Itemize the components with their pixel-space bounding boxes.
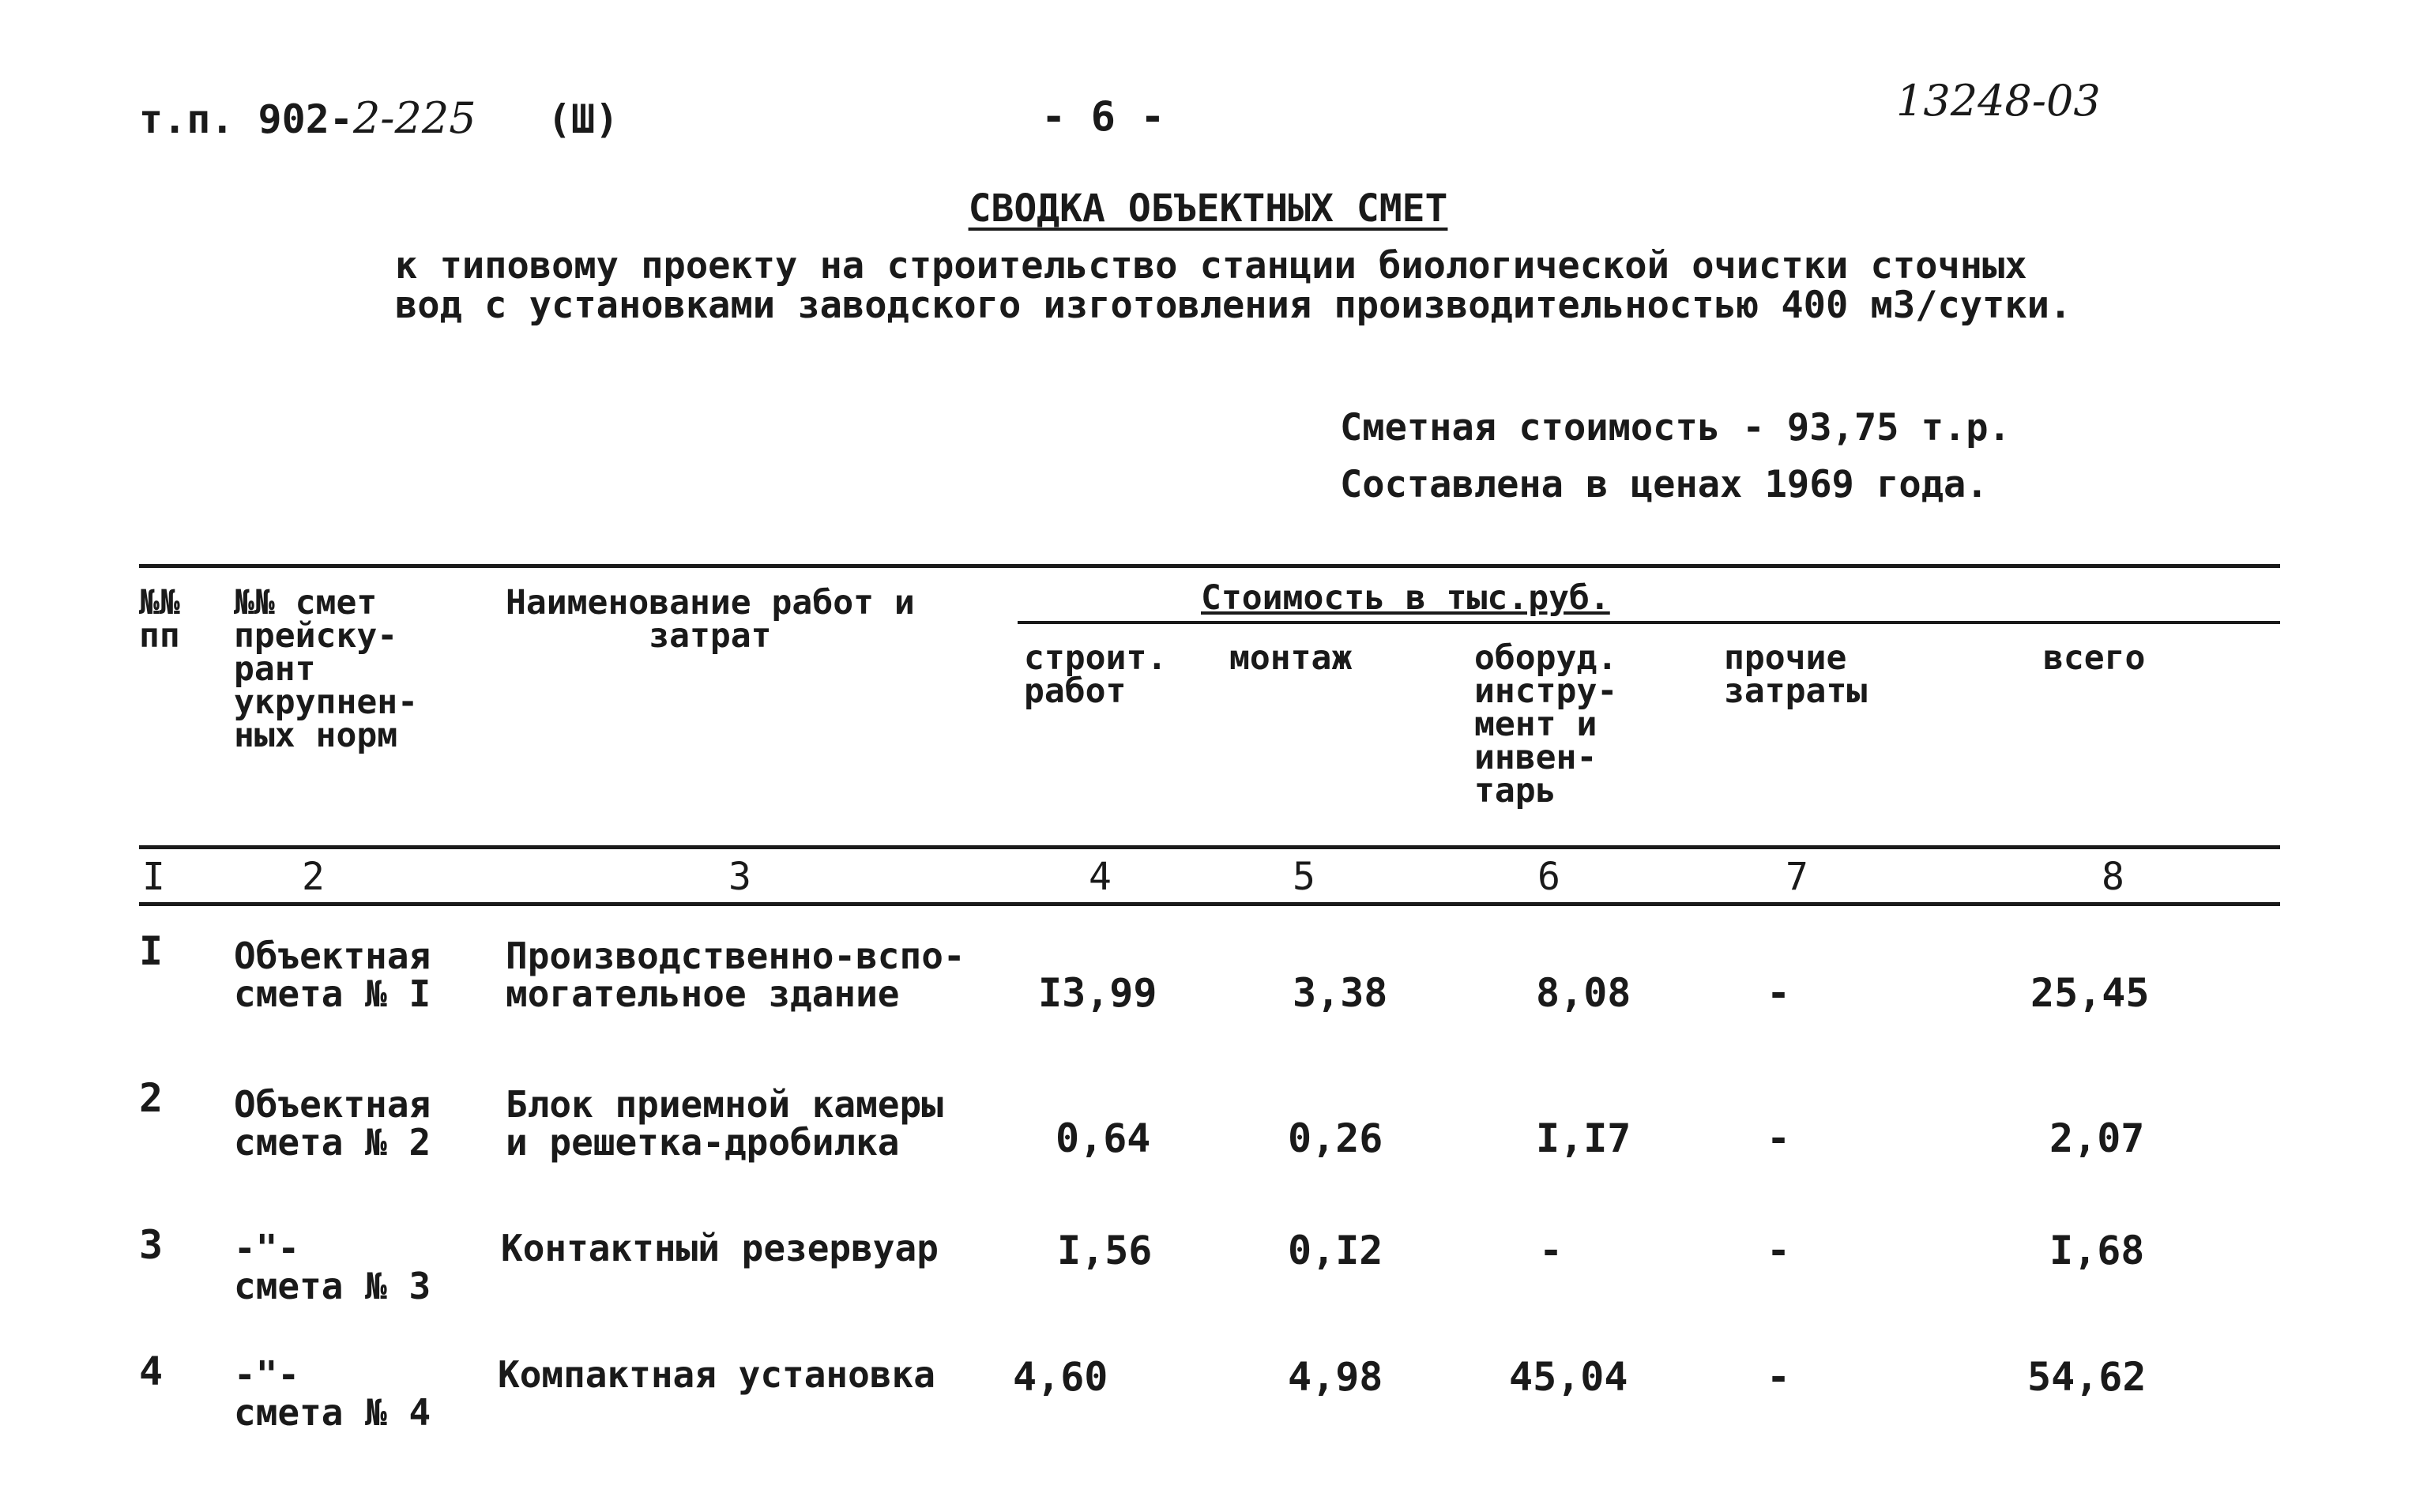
- page-title: СВОДКА ОБЪЕКТНЫХ СМЕТ: [968, 186, 1448, 231]
- header-cost-group: Стоимость в тыс.руб.: [1201, 578, 1610, 618]
- total-cost: 54,62: [2027, 1354, 2147, 1400]
- other-costs: -: [1767, 1228, 1791, 1273]
- cost-group-rule: [1018, 621, 2280, 624]
- header-estimate-number: №№ смет прейску- рант укрупнен- ных норм: [234, 583, 418, 755]
- table-top-rule: [139, 564, 2280, 568]
- work-name: Блок приемной камеры и решетка-дробилка: [506, 1083, 943, 1164]
- header-equipment: оборуд. инстру- мент и инвен- тарь: [1474, 638, 1618, 811]
- row-number: 2: [139, 1075, 164, 1121]
- subtitle-line-1: к типовому проекту на строительство станции биологической очистки сточных: [395, 244, 2027, 288]
- document-code-prefix: т.п. 902-: [139, 96, 353, 142]
- column-number-8: 8: [2102, 855, 2124, 899]
- total-cost: 2,07: [2049, 1115, 2145, 1161]
- estimated-cost: Сметная стоимость - 93,75 т.р.: [1340, 406, 2011, 449]
- column-numbers-rule: [139, 902, 2280, 906]
- installation-cost: 4,98: [1288, 1354, 1383, 1400]
- work-name: Производственно-вспо- могательное здание: [506, 935, 965, 1015]
- estimate-reference: Объектная смета № I: [234, 935, 431, 1015]
- construction-cost: I,56: [1057, 1228, 1153, 1273]
- header-row-number: №№ пп: [139, 583, 180, 656]
- row-number: 4: [139, 1348, 164, 1394]
- header-total: всего: [2043, 638, 2146, 678]
- row-number: 3: [139, 1222, 164, 1268]
- work-name: Компактная установка: [498, 1353, 935, 1396]
- document-code: [139, 93, 619, 143]
- installation-cost: 0,26: [1288, 1115, 1383, 1161]
- archive-number: 13248-03: [1896, 76, 2101, 126]
- column-number-2: 2: [302, 855, 325, 899]
- other-costs: -: [1767, 1354, 1791, 1400]
- page-number: - 6 -: [1041, 93, 1165, 141]
- column-number-5: 5: [1293, 855, 1315, 899]
- subtitle-line-2: вод с установками заводского изготовления производительностью 400 м3/сутки.: [395, 284, 2072, 327]
- document-code-handwritten: 2-225: [352, 93, 476, 143]
- equipment-cost: 45,04: [1509, 1354, 1628, 1400]
- construction-cost: 0,64: [1056, 1115, 1151, 1161]
- installation-cost: 0,I2: [1288, 1228, 1383, 1273]
- installation-cost: 3,38: [1293, 970, 1388, 1016]
- construction-cost: I3,99: [1038, 970, 1157, 1016]
- price-basis: Составлена в ценах 1969 года.: [1340, 463, 1989, 506]
- estimate-reference: -"- смета № 3: [234, 1227, 431, 1307]
- column-number-7: 7: [1786, 855, 1808, 899]
- total-cost: I,68: [2049, 1228, 2145, 1273]
- equipment-cost: I,I7: [1536, 1115, 1631, 1161]
- header-construction: строит. работ: [1024, 638, 1168, 711]
- equipment-cost: 8,08: [1536, 970, 1631, 1016]
- header-work-name: Наименование работ и затрат: [506, 583, 915, 656]
- header-bottom-rule: [139, 845, 2280, 849]
- work-name: Контактный резервуар: [501, 1227, 939, 1269]
- estimate-reference: Объектная смета № 2: [234, 1083, 431, 1164]
- construction-cost: 4,60: [1013, 1354, 1108, 1400]
- column-number-3: 3: [728, 855, 751, 899]
- total-cost: 25,45: [2030, 970, 2150, 1016]
- document-code-suffix: (Ш): [547, 96, 619, 142]
- estimate-reference: -"- смета № 4: [234, 1353, 431, 1434]
- header-installation: монтаж: [1229, 638, 1353, 678]
- column-number-1: I: [142, 855, 165, 899]
- header-other-costs: прочие затраты: [1724, 638, 1868, 711]
- column-number-4: 4: [1089, 855, 1112, 899]
- column-number-6: 6: [1537, 855, 1560, 899]
- other-costs: -: [1767, 970, 1791, 1016]
- page-subtitle: [395, 246, 2072, 325]
- other-costs: -: [1767, 1115, 1791, 1161]
- equipment-cost: -: [1539, 1228, 1564, 1273]
- row-number: I: [139, 928, 164, 974]
